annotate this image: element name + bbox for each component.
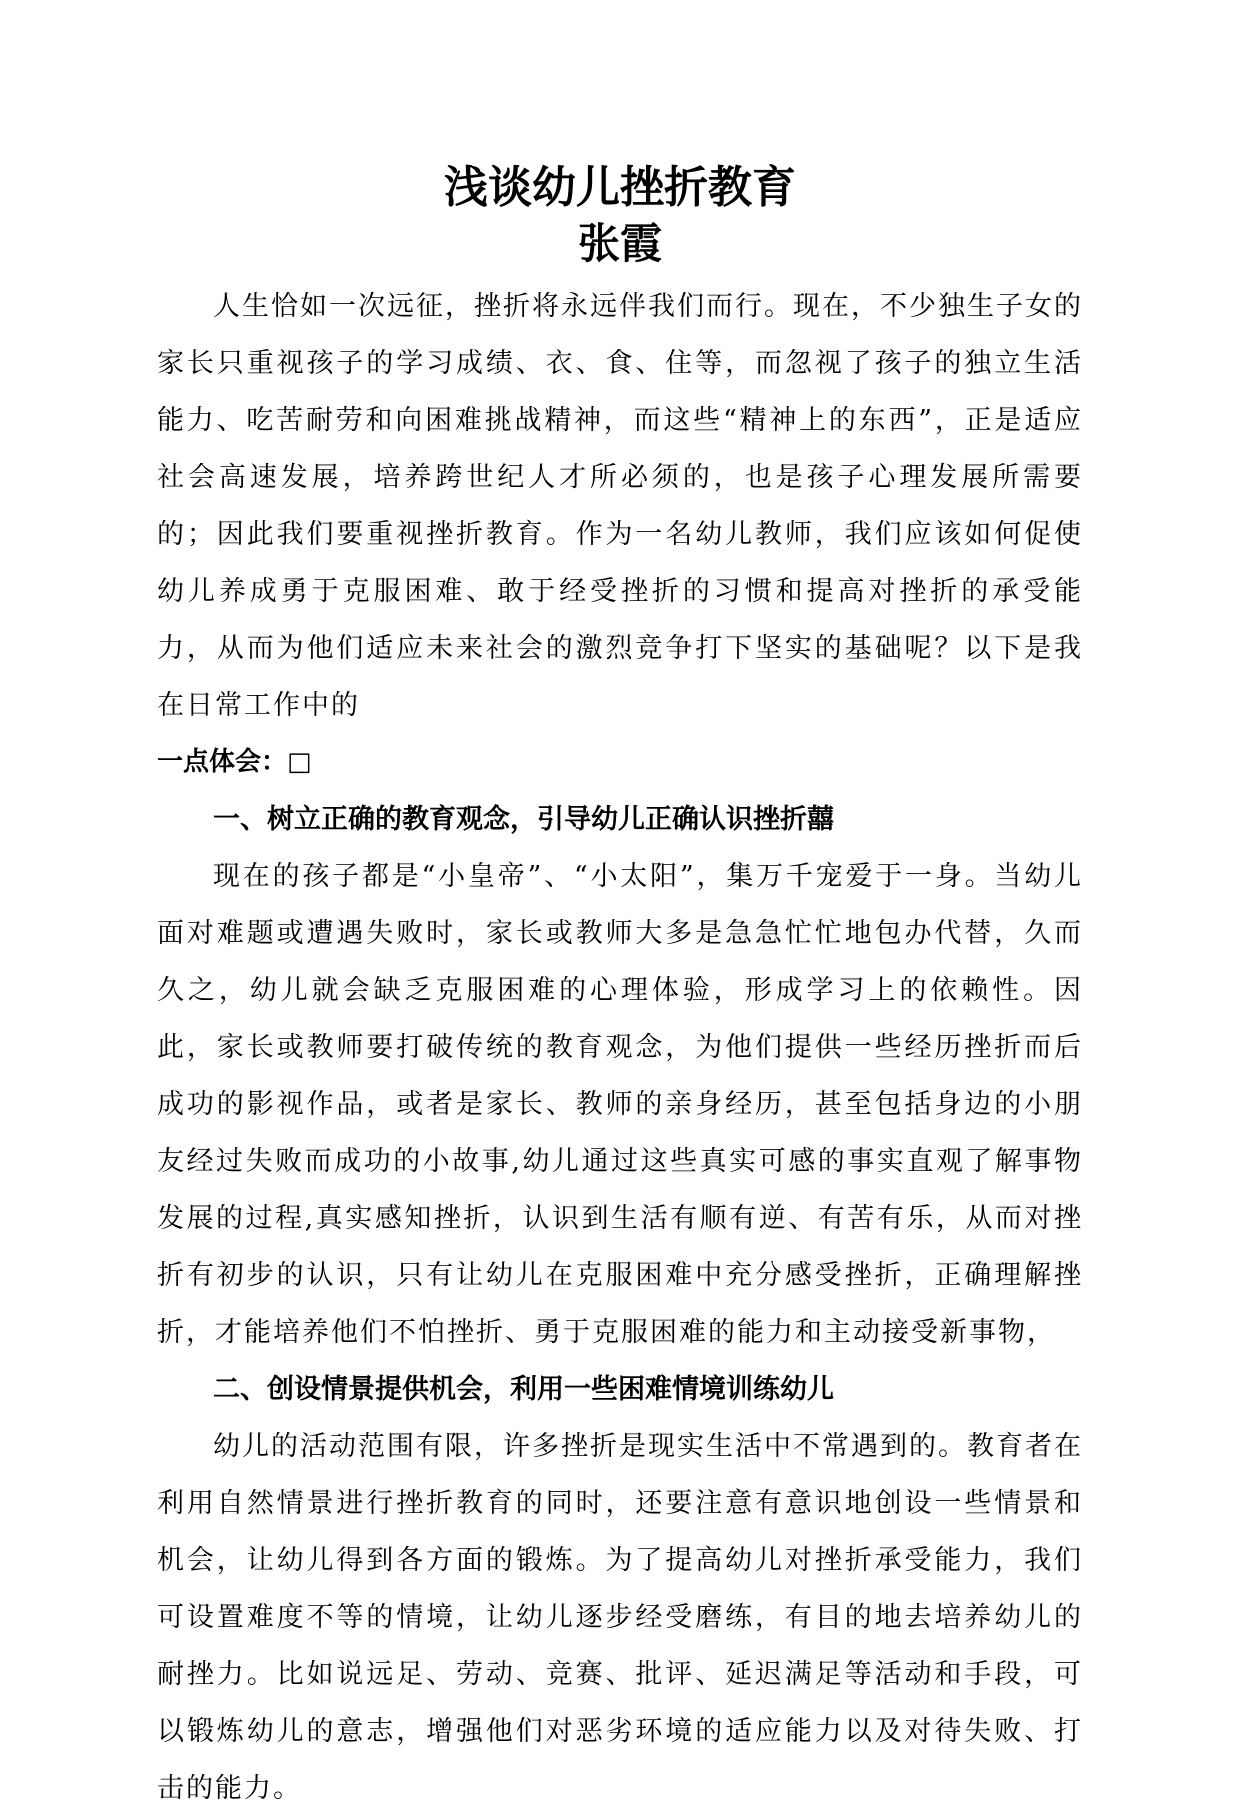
author-name: 张霞 [577, 219, 662, 268]
intro-paragraph-tail: 一点体会：□ [157, 747, 312, 777]
document-body [157, 160, 1083, 1817]
document-title: 浅谈幼儿挫折教育 [444, 162, 796, 213]
section-1-paragraph: 现在的孩子都是“小皇帝”、“小太阳”，集万千宠爱于一身。当幼儿面对难题或遭遇失败时，家长或教师大多是急急忙忙地包办代替，久而久之，幼儿就会缺乏克服困难的心理体验，形成学习上的依赖性。因此，家长或教师要打破传统的教育观念，为他们提供一些经历挫折而后成功的影视作品，或者是家长、教师的亲身经历，甚至包括身边的小朋友经过失败而成功的小故事,幼儿通过这些真实可感的事实直观了解事物发展的过程,真实感知挫折，认识到生活有顺有逆、有苦有乐，从而对挫折有初步的认识，只有让幼儿在克服困难中充分感受挫折，正确理解挫折，才能培养他们不怕挫折、勇于克服困难的能力和主动接受新事物， [157, 861, 1083, 1348]
section-1-heading: 一、树立正确的教育观念，引导幼儿正确认识挫折囍 [213, 804, 834, 835]
intro-paragraph: 人生恰如一次远征，挫折将永远伴我们而行。现在，不少独生子女的家长只重视孩子的学习成绩、衣、食、住等，而忽视了孩子的独立生活能力、吃苦耐劳和向困难挑战精神，而这些“精神上的东西”，正是适应社会高速发展，培养跨世纪人才所必须的，也是孩子心理发展所需要的；因此我们要重视挫折教育。作为一名幼儿教师，我们应该如何促使幼儿养成勇于克服困难、敢于经受挫折的习惯和提高对挫折的承受能力，从而为他们适应未来社会的激烈竞争打下坚实的基础呢？以下是我在日常工作中的 [157, 291, 1083, 721]
section-2-paragraph: 幼儿的活动范围有限，许多挫折是现实生活中不常遇到的。教育者在利用自然情景进行挫折教育的同时，还要注意有意识地创设一些情景和机会，让幼儿得到各方面的锻炼。为了提高幼儿对挫折承受能力，我们可设置难度不等的情境，让幼儿逐步经受磨练，有目的地去培养幼儿的耐挫力。比如说远足、劳动、竞赛、批评、延迟满足等活动和手段，可以锻炼幼儿的意志，增强他们对恶劣环境的适应能力以及对待失败、打击的能力。 [157, 1431, 1083, 1804]
section-2-heading: 二、创设情景提供机会，利用一些困难情境训练幼儿 [213, 1374, 834, 1405]
